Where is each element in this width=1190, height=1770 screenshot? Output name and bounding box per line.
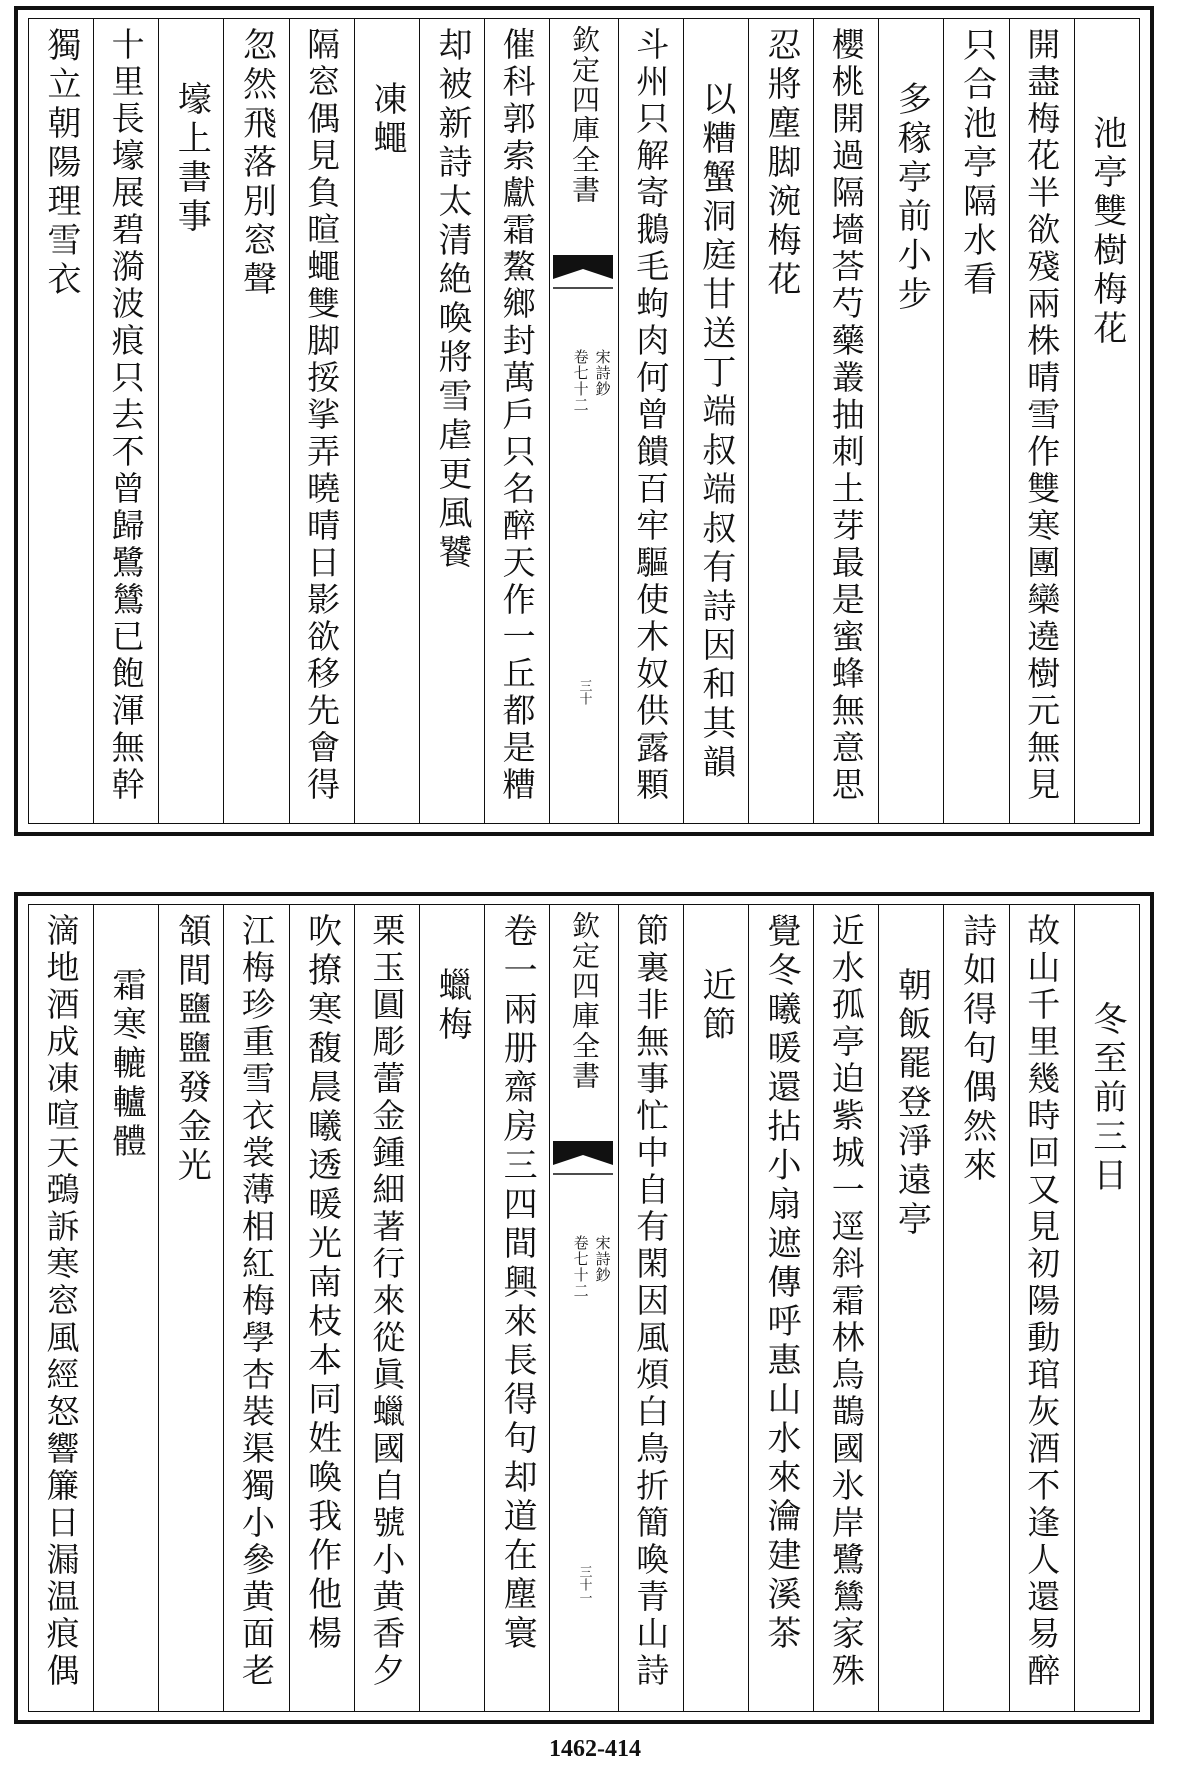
poem-title: 凍蠅 (366, 81, 407, 159)
text-column (484, 19, 549, 823)
poem-title: 以糟蟹洞庭甘送丁端叔端叔有詩因和其韻 (695, 81, 736, 783)
text-column (878, 905, 943, 1711)
fishtail-center-column (549, 905, 617, 1711)
poem-title: 近節 (695, 967, 736, 1045)
fishtail-ornament-icon (553, 1141, 613, 1175)
text-column (29, 19, 93, 823)
text-column (289, 19, 354, 823)
poem-title: 霜寒轆轤體 (106, 967, 147, 1162)
text-column (1074, 905, 1139, 1711)
poem-line: 覺冬曦暖還拈小扇遮傳呼惠山水來瀹建溪茶 (761, 913, 802, 1654)
text-column (683, 19, 748, 823)
poem-line: 吹撩寒馥晨曦透暖光南枝本同姓喚我作他楊 (301, 913, 342, 1654)
text-column (158, 19, 223, 823)
text-column (289, 905, 354, 1711)
poem-line: 栗玉圓彫蕾金鍾細著行來從眞蠟國自號小黄香夕 (367, 913, 407, 1690)
poem-line: 斗州只解寄鵝毛蚼肉何曾饋百牢驅使木奴供露顆 (631, 27, 671, 804)
text-column (748, 905, 813, 1711)
text-column (419, 905, 484, 1711)
text-column (29, 905, 93, 1711)
poem-line: 忍將塵脚涴梅花 (761, 27, 802, 300)
text-column (1009, 19, 1074, 823)
volume-label: 卷七十二 (571, 1235, 590, 1299)
text-column (223, 19, 288, 823)
text-column (943, 905, 1008, 1711)
text-column (1009, 905, 1074, 1711)
text-column (683, 905, 748, 1711)
poem-line: 催科郭索獻霜鰲鄉封萬戶只名醉天作一丘都是糟 (497, 27, 537, 804)
text-column (93, 19, 158, 823)
text-column (484, 905, 549, 1711)
leaf-number: 三十一 (576, 1565, 592, 1604)
poem-line: 只合池亭隔水看 (956, 27, 997, 300)
text-column (618, 905, 683, 1711)
page-footer-number: 1462-414 (549, 1736, 641, 1762)
text-column (943, 19, 1008, 823)
book-title: 欽定四庫全書 (567, 911, 601, 1091)
text-column (419, 19, 484, 823)
poem-line: 櫻桃開過隔墻荅芍藥叢抽刺土芽最是蜜蜂無意思 (826, 27, 866, 804)
poem-line: 隔窓偶見負暄蠅雙脚挼挲弄曉晴日影欲移先會得 (302, 27, 342, 804)
text-column (158, 905, 223, 1711)
text-column (354, 19, 419, 823)
poem-line: 卷一兩册齋房三四間興來長得句却道在塵寰 (497, 913, 538, 1654)
fishtail-ornament-icon (553, 255, 613, 289)
poem-title: 冬至前三日 (1086, 1001, 1127, 1196)
text-column (878, 19, 943, 823)
poem-line: 詩如得句偶然來 (956, 913, 997, 1186)
poem-title: 蠟梅 (431, 967, 472, 1045)
text-column (93, 905, 158, 1711)
lower-page (14, 892, 1154, 1724)
poem-line: 獨立朝陽理雪衣 (40, 27, 81, 300)
poem-line: 江梅珍重雪衣裳薄相紅梅學杏裝渠獨小參黄面老 (236, 913, 276, 1690)
text-column (618, 19, 683, 823)
poem-line: 頷間鹽鹽發金光 (171, 913, 212, 1186)
poem-title: 池亭雙樹梅花 (1086, 115, 1127, 349)
poem-line: 十里長壕展碧漪波痕只去不曾歸鷺鷥已飽渾無幹 (106, 27, 146, 804)
text-column (354, 905, 419, 1711)
poem-line: 節裏非無事忙中自有閑因風煩白鳥折簡喚青山詩 (631, 913, 671, 1690)
leaf-number: 三十 (576, 679, 592, 705)
text-column (748, 19, 813, 823)
poem-line: 近水孤亭迫紫城一逕斜霜林烏鵲國氷岸鷺鷥家殊 (826, 913, 866, 1690)
fishtail-center-column (549, 19, 617, 823)
text-column (1074, 19, 1139, 823)
book-subtitle: 宋詩鈔 (593, 1235, 612, 1283)
poem-title: 朝飯罷登淨遠亭 (891, 967, 932, 1240)
poem-line: 忽然飛落別窓聲 (236, 27, 277, 300)
poem-title: 多稼亭前小步 (891, 81, 932, 315)
poem-line: 却被新詩太清絶喚將雪虐更風饕 (431, 27, 472, 573)
upper-page (14, 6, 1154, 836)
poem-title: 壕上書事 (171, 81, 212, 237)
text-column (223, 905, 288, 1711)
book-subtitle: 宋詩鈔 (593, 349, 612, 397)
poem-line: 滴地酒成凍喧天鵶訴寒窓風經怒響簾日漏温痕偶 (41, 913, 81, 1690)
volume-label: 卷七十二 (571, 349, 590, 413)
poem-line: 開盡梅花半欲殘兩株晴雪作雙寒團欒遶樹元無見 (1022, 27, 1062, 804)
text-column (813, 905, 878, 1711)
text-column (813, 19, 878, 823)
poem-line: 故山千里幾時回又見初陽動琯灰酒不逢人還易醉 (1022, 913, 1062, 1690)
upper-columns (28, 18, 1140, 824)
book-title: 欽定四庫全書 (567, 25, 601, 205)
lower-columns (28, 904, 1140, 1712)
